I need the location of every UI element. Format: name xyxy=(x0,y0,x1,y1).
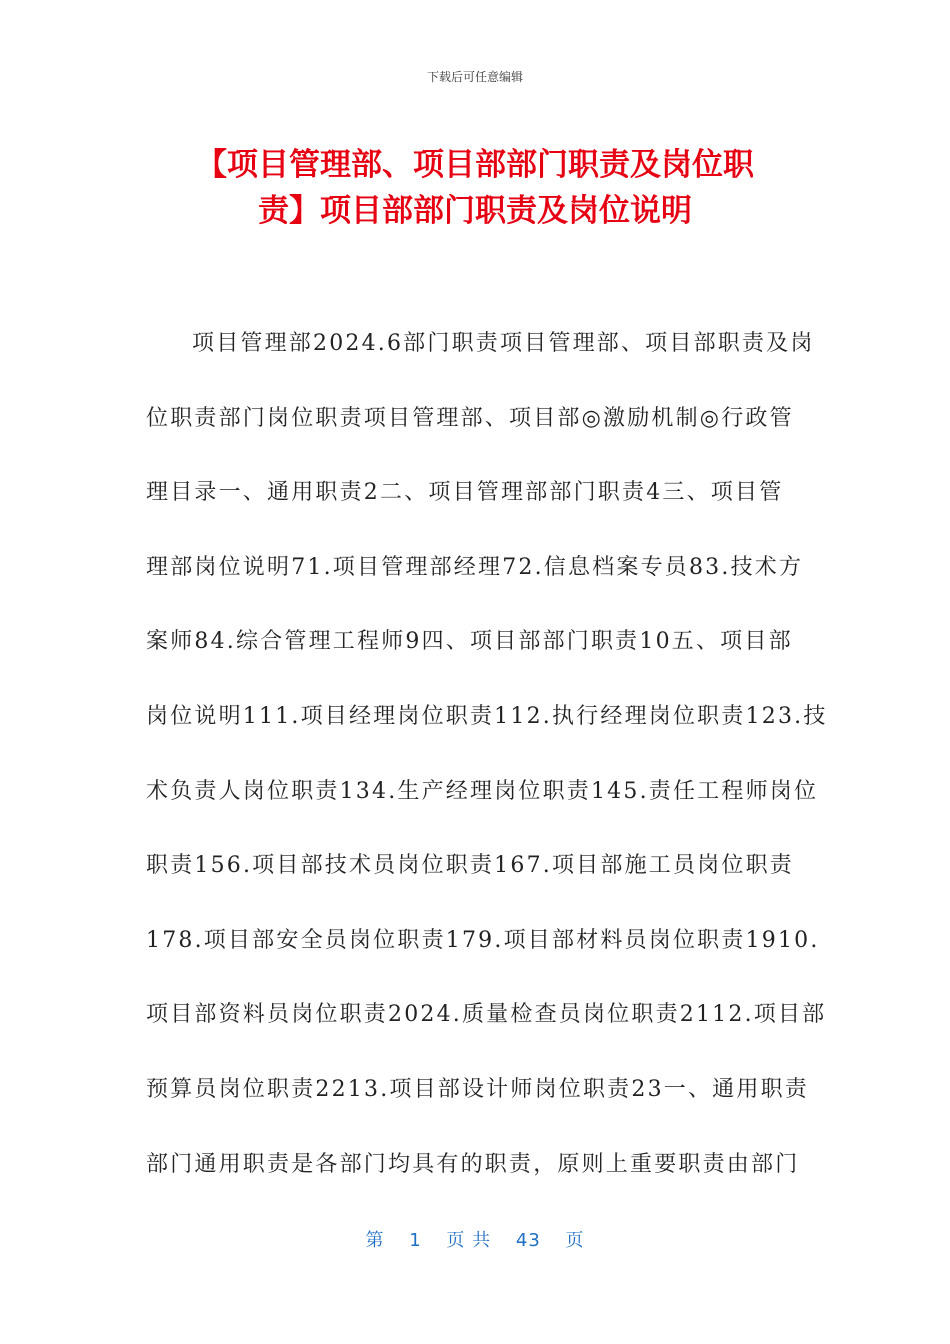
total-pages-number: 43 xyxy=(515,1230,541,1251)
body-line: 术负责人岗位职责134.生产经理岗位职责145.责任工程师岗位 xyxy=(146,778,819,804)
body-line: 位职责部门岗位职责项目管理部、项目部◎激励机制◎行政管 xyxy=(146,405,794,431)
document-title xyxy=(150,142,800,234)
body-line: 案师84.综合管理工程师9四、项目部部门职责10五、项目部 xyxy=(146,629,793,655)
body-line: 理目录一、通用职责2二、项目管理部部门职责4三、项目管 xyxy=(146,480,784,506)
body-line: 岗位说明111.项目经理岗位职责112.执行经理岗位职责123.技 xyxy=(146,703,828,729)
current-page-number: 1 xyxy=(409,1230,422,1251)
title-line-2: 责】项目部部门职责及岗位说明 xyxy=(258,193,692,229)
body-line: 职责156.项目部技术员岗位职责167.项目部施工员岗位职责 xyxy=(146,853,794,879)
body-text xyxy=(146,318,828,1213)
footer-suffix: 页 xyxy=(565,1230,585,1251)
header-note: 下载后可任意编辑 xyxy=(426,70,523,84)
body-line: 部门通用职责是各部门均具有的职责，原则上重要职责由部门 xyxy=(146,1151,800,1177)
page-footer xyxy=(0,1226,950,1252)
footer-prefix: 第 xyxy=(365,1230,385,1251)
title-line-1: 【项目管理部、项目部部门职责及岗位职 xyxy=(196,147,754,183)
body-line: 理部岗位说明71.项目管理部经理72.信息档案专员83.技术方 xyxy=(146,554,804,580)
footer-middle: 页 共 xyxy=(446,1230,492,1251)
body-line: 项目管理部2024.6部门职责项目管理部、项目部职责及岗 xyxy=(192,331,815,356)
body-line: 178.项目部安全员岗位职责179.项目部材料员岗位职责1910. xyxy=(146,927,820,953)
body-line: 预算员岗位职责2213.项目部设计师岗位职责23一、通用职责 xyxy=(146,1076,809,1102)
body-line: 项目部资料员岗位职责2024.质量检查员岗位职责2112.项目部 xyxy=(146,1002,827,1028)
